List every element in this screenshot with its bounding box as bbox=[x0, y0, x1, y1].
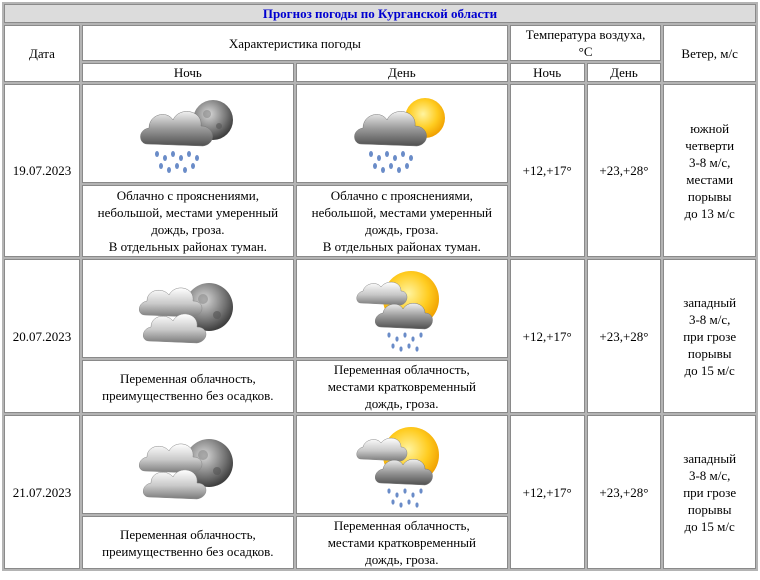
sun-cloud-rain-icon bbox=[347, 419, 457, 511]
wind-line: местами bbox=[686, 171, 734, 187]
sun-cloud-rain-icon bbox=[347, 88, 457, 180]
day-desc-cell bbox=[296, 185, 508, 257]
forecast-row bbox=[4, 415, 756, 514]
desc-line: Переменная облачность, bbox=[333, 518, 470, 533]
wind-line: 3-8 м/с, bbox=[688, 311, 731, 327]
moon-cloud-icon bbox=[133, 419, 243, 511]
night-desc-cell bbox=[82, 185, 294, 257]
desc-line: Облачно с прояснениями, bbox=[116, 188, 259, 203]
wind-line: 3-8 м/с, bbox=[688, 154, 731, 170]
day-icon-cell bbox=[296, 259, 508, 358]
night-icon-cell bbox=[82, 415, 294, 514]
header-temperature-line2: °С bbox=[578, 44, 593, 59]
desc-line: Переменная облачность, bbox=[119, 370, 256, 386]
header-day: День bbox=[296, 63, 508, 82]
desc-line: дождь, гроза. bbox=[151, 222, 225, 237]
header-temp-day: День bbox=[587, 63, 662, 82]
wind-line: порывы bbox=[687, 501, 732, 517]
day-desc-cell bbox=[296, 360, 508, 413]
wind-line: западный bbox=[683, 450, 737, 466]
header-wind: Ветер, м/с bbox=[663, 25, 756, 82]
page-title: Прогноз погоды по Курганской области bbox=[4, 4, 756, 23]
temp-night-cell: +12,+17° bbox=[510, 415, 585, 569]
desc-line: дождь, гроза. bbox=[365, 396, 439, 411]
header-temperature bbox=[510, 25, 662, 61]
forecast-row bbox=[4, 259, 756, 358]
temp-night-cell: +12,+17° bbox=[510, 259, 585, 413]
desc-line: Облачно с прояснениями, bbox=[330, 188, 473, 203]
wind-cell bbox=[663, 84, 756, 257]
wind-line: западный bbox=[683, 294, 737, 310]
wind-line: южной bbox=[690, 120, 730, 136]
desc-line: В отдельных районах туман. bbox=[108, 239, 267, 254]
wind-line: до 13 м/с bbox=[684, 205, 735, 221]
wind-line: до 15 м/с bbox=[684, 362, 735, 378]
header-date: Дата bbox=[4, 25, 80, 82]
wind-line: при грозе bbox=[683, 328, 737, 344]
day-icon-cell bbox=[296, 84, 508, 183]
wind-line: порывы bbox=[687, 188, 732, 204]
desc-line: дождь, гроза. bbox=[365, 222, 439, 237]
desc-line: преимущественно без осадков. bbox=[102, 543, 274, 559]
wind-cell bbox=[663, 259, 756, 413]
wind-line: четверти bbox=[685, 137, 735, 153]
desc-line: дождь, гроза. bbox=[365, 552, 439, 567]
date-cell: 20.07.2023 bbox=[4, 259, 80, 413]
header-temperature-line1: Температура воздуха, bbox=[525, 27, 646, 42]
desc-line: небольшой, местами умеренный bbox=[97, 205, 279, 220]
temp-day-cell: +23,+28° bbox=[587, 84, 662, 257]
desc-line: местами кратковременный bbox=[327, 379, 476, 394]
forecast-table bbox=[2, 2, 758, 571]
temp-night-cell: +12,+17° bbox=[510, 84, 585, 257]
forecast-row bbox=[4, 84, 756, 183]
desc-line: Переменная облачность, bbox=[333, 362, 470, 377]
desc-line: преимущественно без осадков. bbox=[102, 387, 274, 403]
wind-line: порывы bbox=[687, 345, 732, 361]
day-desc-cell bbox=[296, 516, 508, 569]
header-temp-night: Ночь bbox=[510, 63, 585, 82]
night-desc-cell bbox=[82, 360, 294, 413]
moon-cloud-rain-icon bbox=[133, 88, 243, 180]
header-night: Ночь bbox=[82, 63, 294, 82]
temp-day-cell: +23,+28° bbox=[587, 415, 662, 569]
moon-cloud-icon bbox=[133, 263, 243, 355]
desc-line: Переменная облачность, bbox=[119, 526, 256, 542]
date-cell: 19.07.2023 bbox=[4, 84, 80, 257]
wind-line: при грозе bbox=[683, 484, 737, 500]
wind-line: 3-8 м/с, bbox=[688, 467, 731, 483]
night-icon-cell bbox=[82, 84, 294, 183]
date-cell: 21.07.2023 bbox=[4, 415, 80, 569]
desc-line: В отдельных районах туман. bbox=[322, 239, 481, 254]
desc-line: местами кратковременный bbox=[327, 535, 476, 550]
temp-day-cell: +23,+28° bbox=[587, 259, 662, 413]
night-desc-cell bbox=[82, 516, 294, 569]
wind-line: до 15 м/с bbox=[684, 518, 735, 534]
header-weather: Характеристика погоды bbox=[82, 25, 508, 61]
sun-cloud-rain-icon bbox=[347, 263, 457, 355]
night-icon-cell bbox=[82, 259, 294, 358]
desc-line: небольшой, местами умеренный bbox=[311, 205, 492, 220]
wind-cell bbox=[663, 415, 756, 569]
day-icon-cell bbox=[296, 415, 508, 514]
